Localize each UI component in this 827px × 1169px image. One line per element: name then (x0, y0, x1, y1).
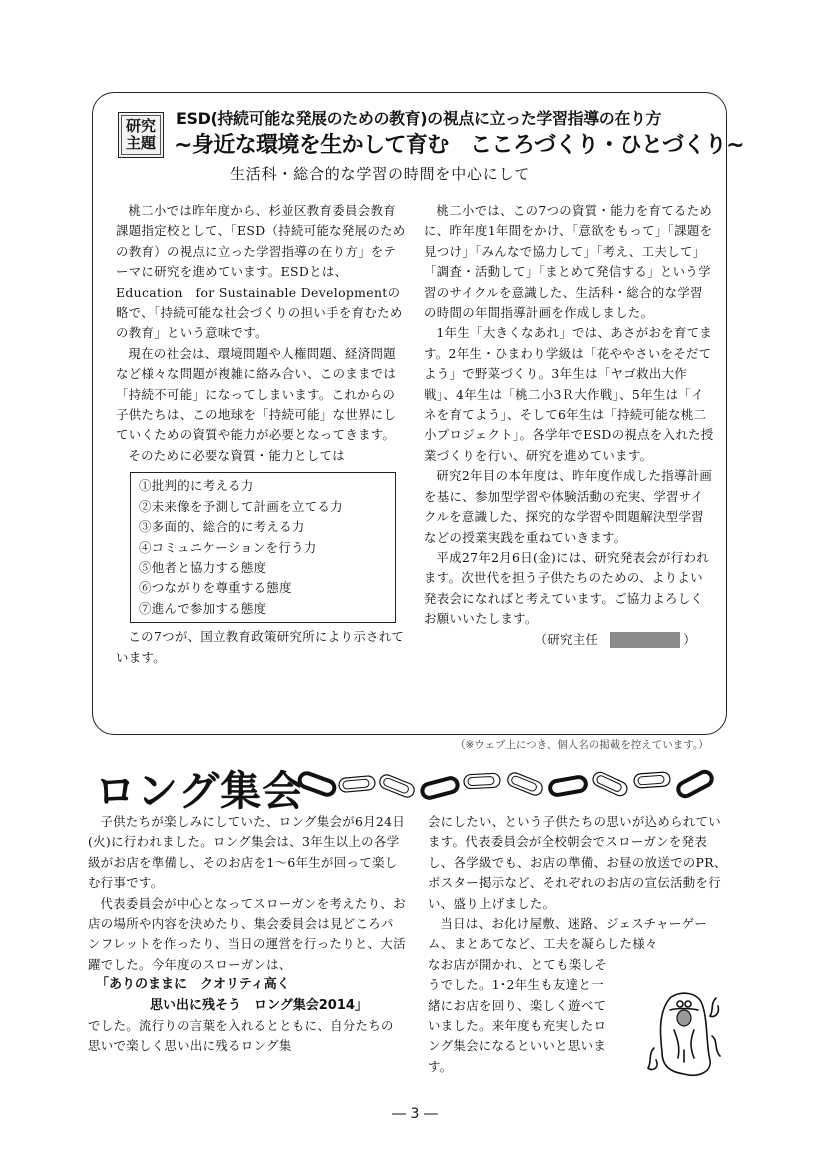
signature-suffix: ） (683, 631, 696, 647)
paperclip-icon (421, 777, 459, 800)
privacy-note: （※ウェブ上につき、個人名の掲載を控えています。） (455, 739, 709, 751)
paperclip-icon (676, 769, 714, 798)
theme-title-line2: ~身近な環境を生かして育む こころづくり・ひとづくり~ (174, 133, 745, 158)
competency-item: ①批判的に考える力 (139, 478, 254, 494)
theme-badge (118, 112, 164, 158)
competency-item: ③多面的、総合的に考える力 (139, 519, 305, 535)
long-assembly-title: ロング集会 (95, 767, 305, 815)
paragraph: でした。流行りの言葉を入れるとともに、自分たちの思いで楽しく思い出に残るロング集 (88, 1018, 394, 1054)
paperclip-chain-icon (297, 764, 727, 804)
paperclip-icon (591, 770, 630, 798)
competency-item: ④コミュニケーションを行う力 (139, 539, 317, 555)
paragraph: 研究2年目の本年度は、昨年度作成した指導計画を基に、参加型学習や体験活動の充実、学習サイクルを意識した、探究的な学習や問題解決型学習などの授業実践を重ねていきます。 (424, 468, 713, 545)
competency-item: ⑥つながりを尊重する態度 (139, 580, 292, 596)
paperclip-icon (506, 771, 545, 797)
paperclip-icon (338, 775, 375, 792)
paperclip-icon (298, 771, 337, 796)
competency-item: ⑦進んで参加する態度 (139, 600, 267, 616)
ghost-icon (640, 990, 730, 1085)
theme-title-line1: ESD(持続可能な発展のための教育)の視点に立った学習指導の在り方 (176, 109, 662, 128)
paragraph: 代表委員会が中心となってスローガンを考えたり、お店の場所や内容を決めたり、集会委員会は見どころパンフレットを作ったり、当日の運営を行ったりと、大活躍でした。今年度のスローガンは、 (88, 895, 406, 972)
research-right-column (424, 201, 714, 650)
paragraph: 1年生「大きくなあれ」では、あさがおを育てます。2年生・ひまわり学級は「花ややさいをそだてよう」で野菜づくり。3年生は「ヤゴ救出大作戦」、4年生は「桃二小3Ｒ大作戦」、5年生は「イネを育てよう」、そして6年生は「持続可能な桃二小プロジェクト」。各学年でESDの視点を入れた授業づくりを行い、研究を進めています。 (424, 325, 714, 463)
paragraph: 桃二小では、この7つの資質・能力を育てるために、昨年度1年間をかけ、「意欲をもって」「課題を見つけ」「みんなで協力して」「考え、工夫して」「調査・活動して」「まとめて発信する」という学習のサイクルを意識した、生活科・総合的な学習の時間の年間指導計画を作成しました。 (424, 203, 713, 321)
long-assembly-left-column (88, 812, 406, 1057)
paragraph: そのために必要な資質・能力としては (128, 447, 345, 463)
competency-item: ⑤他者と協力する態度 (139, 559, 267, 575)
paperclip-icon (634, 772, 671, 788)
redacted-name (610, 632, 680, 648)
slogan-line2: 思い出に残そう ロング集会2014」 (150, 997, 368, 1013)
paperclip-icon (378, 773, 417, 799)
paragraph: 当日は、お化け屋敷、迷路、ジェスチャーゲーム、まとあてなど、工夫を凝らした様々 (428, 916, 708, 952)
badge-line: 研究 (125, 117, 156, 135)
ghost-tongue (677, 1010, 691, 1026)
slogan-line1: 「ありのままに クオリティ高く (96, 977, 290, 993)
paperclip-icon (549, 776, 587, 796)
competency-item: ②未来像を予測して計画を立てる力 (139, 498, 343, 514)
paragraph: なお店が開かれ、とても楽しそうでした。1･2年生も友達と一緒にお店を回り、楽しく遊べていました。来年度も充実したロング集会になるといいと思います。 (428, 956, 608, 1074)
paragraph: 会にしたい、という子供たちの思いが込められています。代表委員会が全校朝会でスローガンを発表し、各学級でも、お店の準備、お昼の放送でのPR、ポスター掲示など、それぞれのお店の宣伝活動を行い、盛り上げました。 (428, 814, 727, 911)
signature (424, 630, 714, 650)
paragraph: 現在の社会は、環境問題や人権問題、経済問題など様々な問題が複雑に絡み合い、このままでは「持続不可能」になってしまいます。これからの子供たちは、この地球を「持続可能」な世界にしていくための資質や能力が必要となってきます。 (116, 345, 397, 443)
competency-list (130, 472, 396, 623)
theme-subtitle: 生活科・総合的な学習の時間を中心にして (230, 165, 531, 183)
page-number: ― 3 ― (392, 1106, 438, 1122)
paragraph: この7つが、国立教育政策研究所により示されています。 (116, 629, 405, 665)
research-left-column (116, 201, 406, 668)
paperclip-icon (464, 773, 501, 789)
paragraph: 桃二小では昨年度から、杉並区教育委員会教育課題指定校として、「ESD（持続可能な発展のための教育）の視点に立った学習指導の在り方」をテーマに研究を進めています。ESDとは、Education for Sustainable Developmentの略で、「持続可能な社会づくりの担い手を育むための教育」という意味です。 (116, 203, 406, 341)
signature-prefix: （研究主任 (534, 631, 599, 647)
paragraph: 平成27年2月6日(金)には、研究発表会が行われます。次世代を担う子供たちのための、よりよい発表会になればと考えています。ご協力よろしくお願いいたします。 (424, 549, 710, 627)
paragraph: 子供たちが楽しみにしていた、ロング集会が6月24日(火)に行われました。ロング集会は、3年生以上の各学級がお店を準備し、そのお店を1～6年生が回って楽しむ行事です。 (88, 814, 406, 891)
badge-line: 主題 (125, 134, 156, 152)
